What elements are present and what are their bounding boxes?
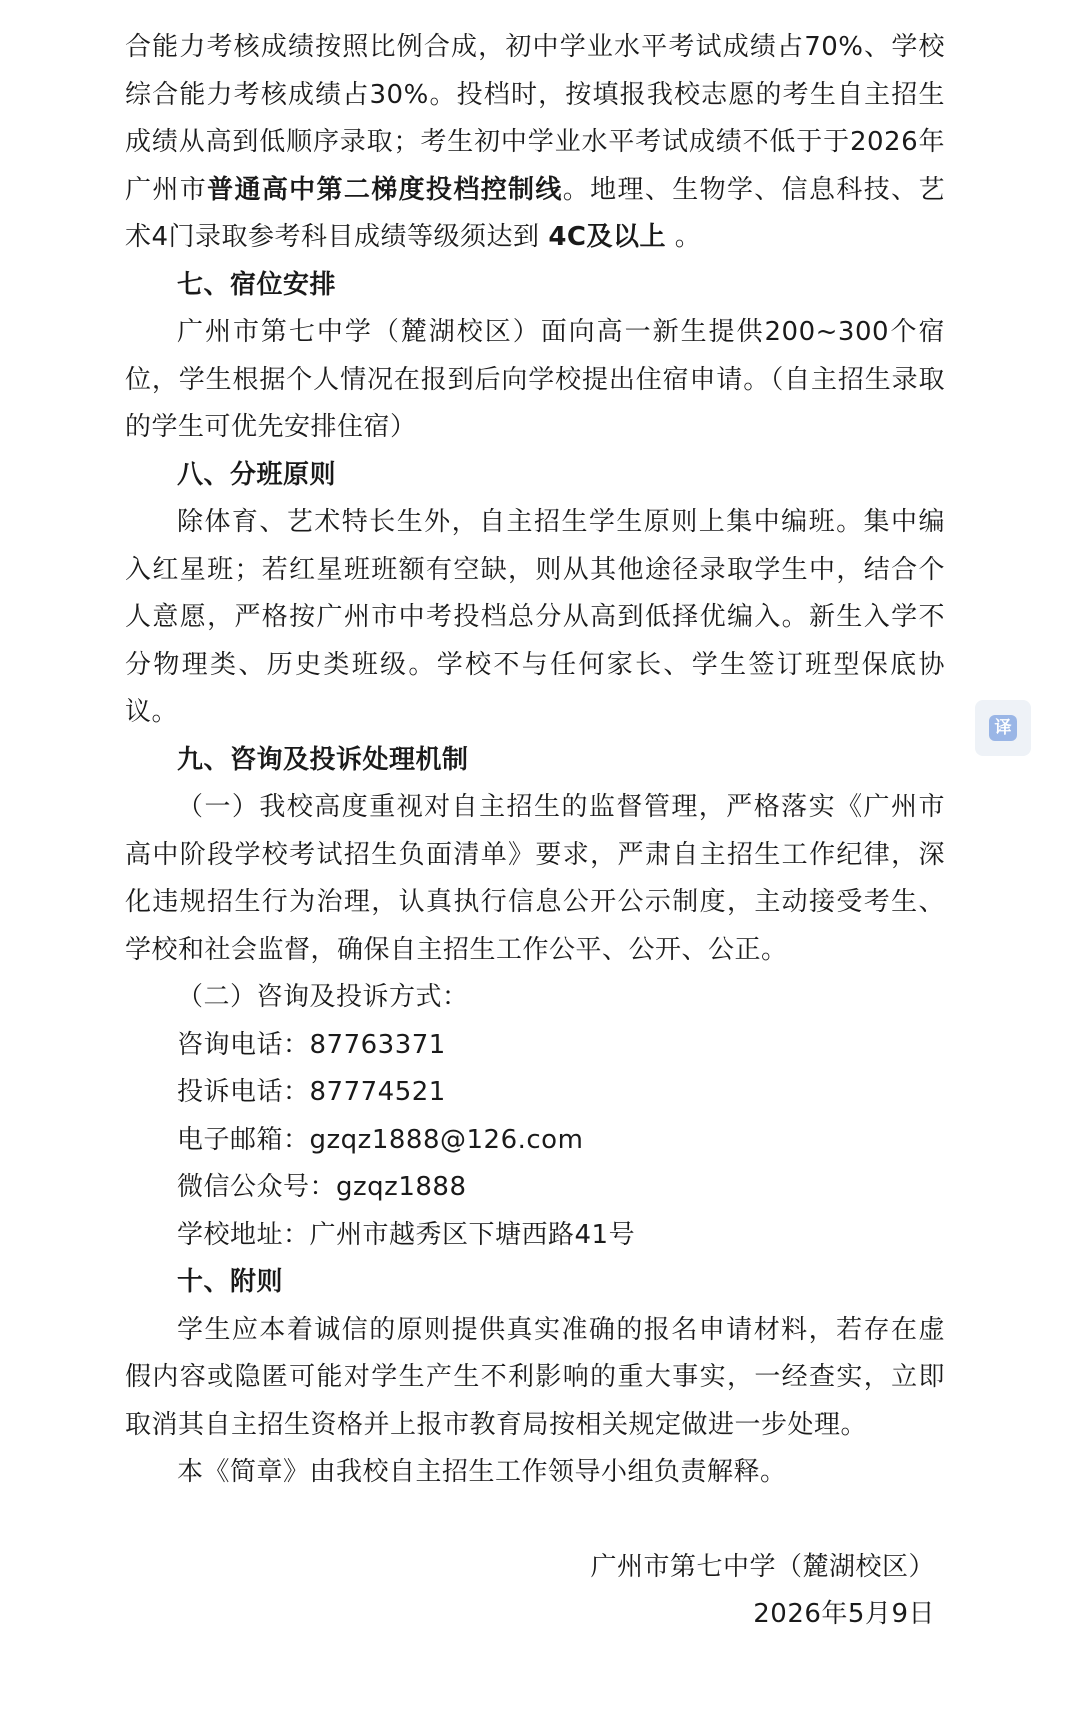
section7-body: 广州市第七中学（麓湖校区）面向高一新生提供200~300个宿位，学生根据个人情况在报到后向学校提出住宿申请。（自主招生录取的学生可优先安排住宿） <box>125 317 945 442</box>
contact-label: 电子邮箱： <box>177 1124 310 1155</box>
section8-body: 除体育、艺术特长生外，自主招生学生原则上集中编班。集中编入红星班；若红星班班额有空缺，则从其他途径录取学生中，结合个人意愿，严格按广州市中考投档总分从高到低择优编入。新生入学不分物理类、历史类班级。学校不与任何家长、学生签订班型保底协议。 <box>125 507 945 727</box>
intro-bold-1: 普通高中第二梯度投档控制线 <box>207 174 563 205</box>
section10-heading: 十、附则 <box>177 1267 284 1297</box>
contact-value: 广州市越秀区下塘西路41号 <box>309 1219 636 1250</box>
signature-date: 2026年5月9日 <box>753 1599 935 1629</box>
contact-consult-phone <box>125 1022 945 1070</box>
contact-value: gzqz1888 <box>336 1172 467 1202</box>
contact-value: 87763371 <box>309 1029 446 1060</box>
section10-para1: 学生应本着诚信的原则提供真实准确的报名申请材料，若存在虚假内容或隐匿可能对学生产生不利影响的重大事实，一经查实，立即取消其自主招生资格并上报市教育局按相关规定做进一步处理。 <box>125 1314 945 1440</box>
section9-para2: （二）咨询及投诉方式： <box>177 982 469 1012</box>
section10-para2: 本《简章》由我校自主招生工作领导小组负责解释。 <box>177 1457 787 1487</box>
intro-text-2: 。地理、生物学、信息科技、艺术4门录取参考科目成绩等级须达到 <box>125 174 945 252</box>
translate-button[interactable] <box>975 700 1031 756</box>
section8-heading: 八、分班原则 <box>177 459 337 490</box>
contact-value: gzqz1888@126.com <box>309 1124 584 1155</box>
contact-address <box>125 1212 945 1260</box>
section7-heading: 七、宿位安排 <box>177 269 337 300</box>
contact-label: 微信公众号： <box>177 1172 337 1202</box>
contact-label: 咨询电话： <box>177 1029 310 1060</box>
intro-bold-2: 4C及以上 <box>548 222 666 252</box>
contact-email <box>125 1117 945 1165</box>
contact-complaint-phone <box>125 1069 945 1117</box>
document-body <box>125 24 945 1639</box>
signature-spacer <box>125 1497 945 1544</box>
contact-label: 学校地址： <box>177 1219 310 1250</box>
intro-text-3: 。 <box>666 222 702 252</box>
translate-icon: 译 <box>989 715 1017 741</box>
contact-value: 87774521 <box>309 1077 446 1107</box>
section9-heading: 九、咨询及投诉处理机制 <box>177 744 469 775</box>
paragraph-intro <box>125 24 945 262</box>
contact-wechat <box>125 1164 945 1212</box>
contact-label: 投诉电话： <box>177 1077 310 1107</box>
section9-para1: （一）我校高度重视对自主招生的监督管理，严格落实《广州市高中阶段学校考试招生负面清单》要求，严肃自主招生工作纪律，深化违规招生行为治理，认真执行信息公开公示制度，主动接受考生、学校和社会监督，确保自主招生工作公平、公开、公正。 <box>125 792 945 965</box>
signature-org: 广州市第七中学（麓湖校区） <box>590 1551 935 1582</box>
intro-text-1: 合能力考核成绩按照比例合成，初中学业水平考试成绩占70%、学校综合能力考核成绩占30%。投档时，按填报我校志愿的考生自主招生成绩从高到低顺序录取；考生初中学业水平考试成绩不低于于2026年广州市 <box>125 32 945 205</box>
